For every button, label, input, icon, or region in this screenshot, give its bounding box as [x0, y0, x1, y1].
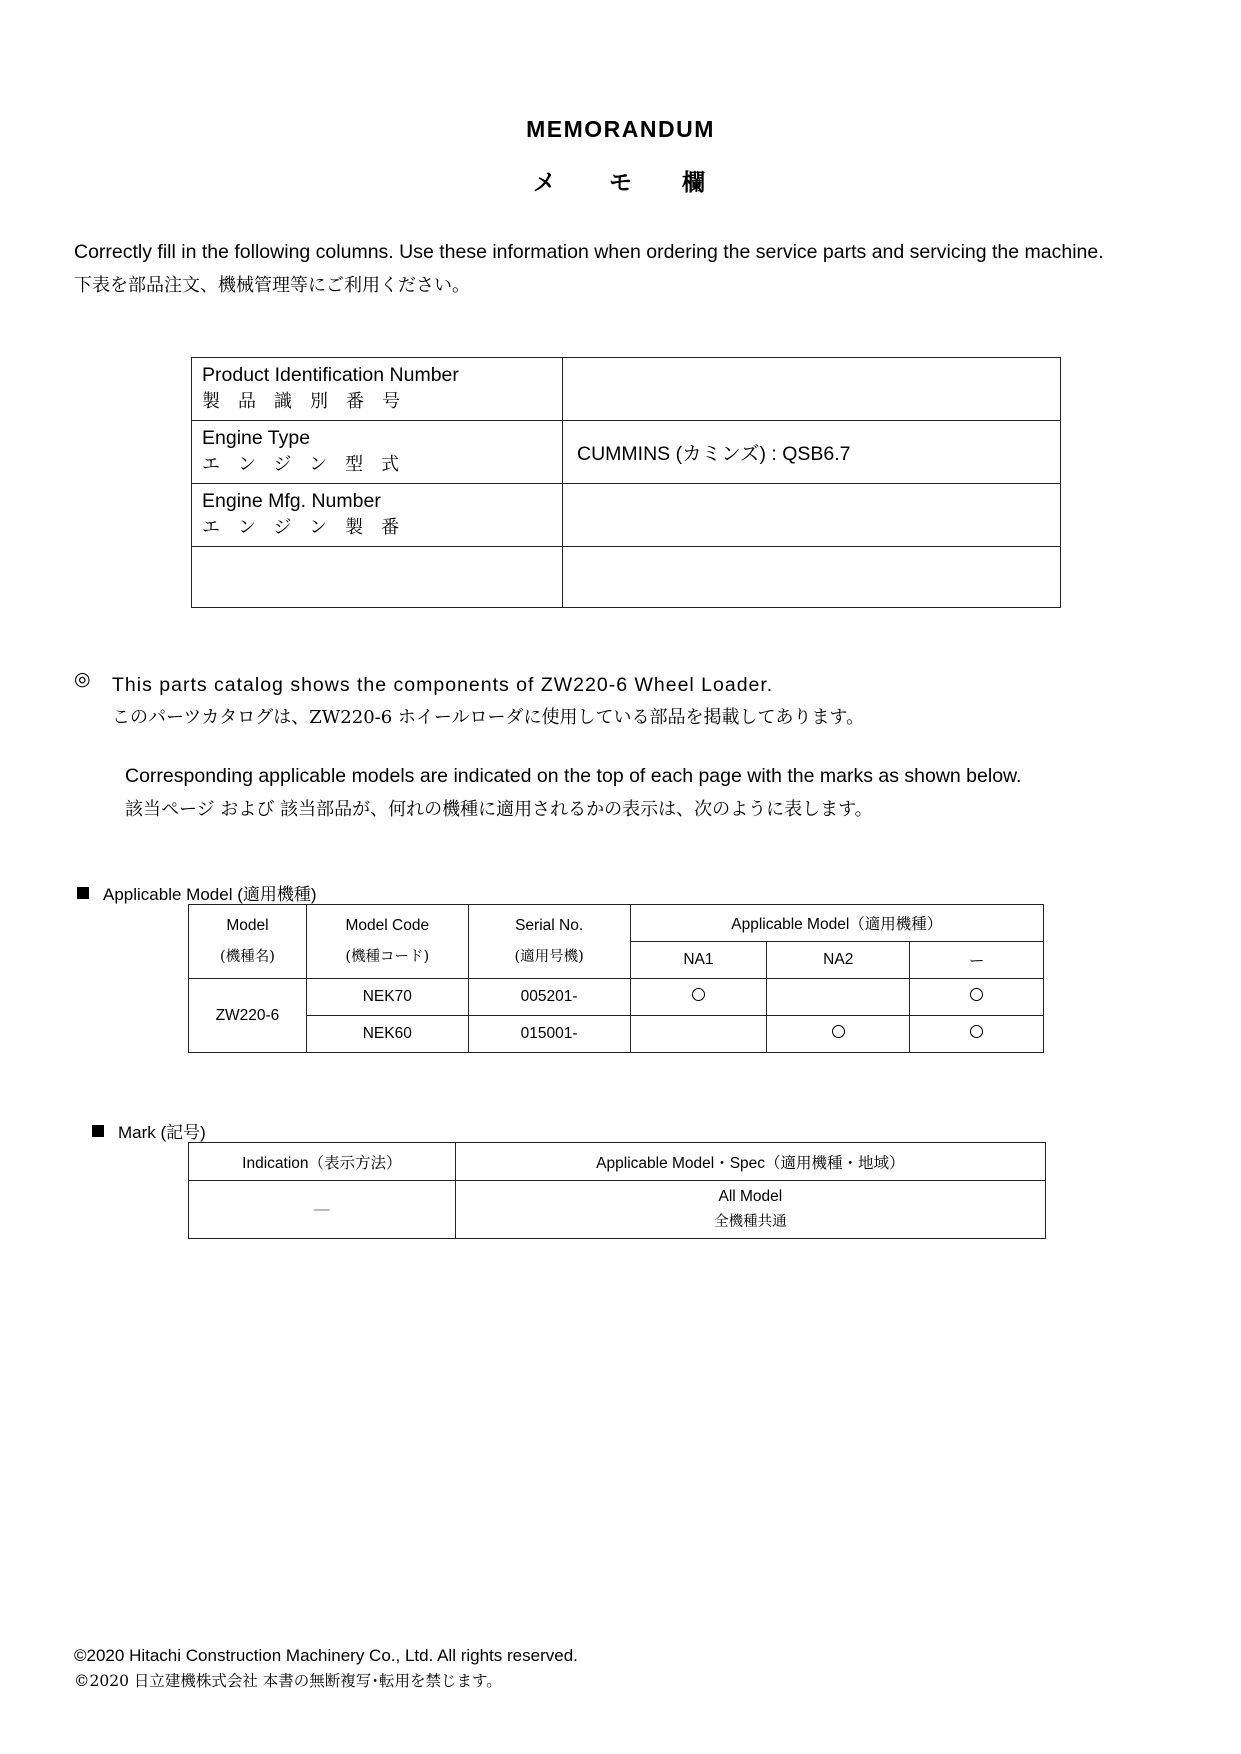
- header-serial: [468, 905, 630, 979]
- mark-table: [188, 1142, 1046, 1239]
- spec-value-en: All Model: [718, 1188, 783, 1205]
- header-applicable-spec: Applicable Model・Spec（適用機種・地域）: [455, 1143, 1045, 1181]
- corresponding-note-en: Corresponding applicable models are indicated on the top of each page with the marks as shown below.: [125, 765, 1022, 787]
- memo-label-ja: エンジン製番: [202, 517, 418, 538]
- catalog-note-en: This parts catalog shows the components of ZW220-6 Wheel Loader.: [112, 674, 774, 696]
- header-model-en: Model: [226, 917, 269, 934]
- copyright-ja: ©2020 日立建機株式会社 本書の無断複写･転用を禁じます。: [74, 1672, 502, 1690]
- circle-mark-icon: [970, 988, 983, 1001]
- header-indication: Indication（表示方法）: [189, 1143, 456, 1181]
- header-model-code-ja: (機種コード): [345, 949, 430, 965]
- page-title-ja-char-3: 欄: [682, 169, 705, 195]
- mark-heading: [92, 1118, 206, 1143]
- header-model: [189, 905, 307, 979]
- memo-label-en: Engine Type: [202, 427, 311, 449]
- intro-text-en: Correctly fill in the following columns. Use these information when ordering the service parts and servicing the machine.: [74, 241, 1104, 263]
- table-row: [189, 1181, 1046, 1239]
- intro-text-ja: 下表を部品注文、機械管理等にご利用ください。: [74, 275, 470, 296]
- memo-value-cell[interactable]: [563, 358, 1061, 421]
- memo-row-product-id: [192, 358, 1061, 421]
- memo-row-blank: [192, 547, 1061, 608]
- indication-value: —: [189, 1181, 456, 1239]
- page-title-ja-char-2: モ: [609, 169, 632, 195]
- dash-cell: [910, 979, 1044, 1016]
- table-row: [189, 979, 1044, 1016]
- catalog-note-ja: このパーツカタログは、ZW220-6 ホイールローダに使用している部品を掲載してあります。: [112, 707, 865, 728]
- mark-heading-text: Mark (記号): [118, 1123, 206, 1142]
- header-model-code: [306, 905, 468, 979]
- circle-mark-icon: [832, 1025, 845, 1038]
- spec-cell: [455, 1181, 1045, 1239]
- header-dash: ー: [910, 942, 1044, 979]
- memo-value-cell[interactable]: [563, 484, 1061, 547]
- circle-mark-icon: [970, 1025, 983, 1038]
- memo-label-en: Engine Mfg. Number: [202, 490, 381, 512]
- header-na2: NA2: [767, 942, 910, 979]
- square-bullet-icon: [77, 887, 89, 899]
- memo-value-cell[interactable]: [563, 547, 1061, 608]
- corresponding-note-ja: 該当ページ および 該当部品が、何れの機種に適用されるかの表示は、次のように表します。: [125, 799, 873, 820]
- header-serial-ja: (適用号機): [514, 949, 584, 965]
- memo-label-en: Product Identification Number: [202, 364, 459, 386]
- dash-cell: [910, 1016, 1044, 1053]
- circle-mark-icon: [692, 988, 705, 1001]
- memo-label-cell: [192, 484, 563, 547]
- page-title-ja-char-1: メ: [533, 169, 556, 195]
- memo-label-cell[interactable]: [192, 547, 563, 608]
- model-code-cell: NEK60: [306, 1016, 468, 1053]
- na2-cell: [767, 979, 910, 1016]
- header-serial-en: Serial No.: [515, 917, 584, 934]
- double-circle-icon: ◎: [74, 669, 91, 690]
- table-row: [189, 1016, 1044, 1053]
- memo-row-engine-mfg: [192, 484, 1061, 547]
- applicable-model-table: [188, 904, 1044, 1053]
- header-applicable-model: Applicable Model（適用機種）: [630, 905, 1043, 942]
- serial-cell: 015001-: [468, 1016, 630, 1053]
- header-model-code-en: Model Code: [345, 917, 430, 934]
- serial-cell: 005201-: [468, 979, 630, 1016]
- applicable-model-heading-text: Applicable Model (適用機種): [103, 885, 317, 904]
- model-code-cell: NEK70: [306, 979, 468, 1016]
- na1-cell: [630, 979, 767, 1016]
- square-bullet-icon: [92, 1125, 104, 1137]
- na1-cell: [630, 1016, 767, 1053]
- copyright-en: ©2020 Hitachi Construction Machinery Co., Ltd. All rights reserved.: [74, 1646, 578, 1665]
- memo-row-engine-type: [192, 421, 1061, 484]
- memo-table: [191, 357, 1061, 608]
- model-name-cell: ZW220-6: [189, 979, 307, 1053]
- header-model-ja: (機種名): [220, 949, 275, 965]
- memo-label-ja: エンジン型式: [202, 454, 418, 475]
- memo-label-cell: [192, 358, 563, 421]
- spec-value-ja: 全機種共通: [714, 1214, 787, 1230]
- memo-value-cell[interactable]: CUMMINS (カミンズ) : QSB6.7: [563, 421, 1061, 484]
- applicable-model-heading: [77, 880, 317, 905]
- memo-label-cell: [192, 421, 563, 484]
- memo-label-ja: 製品識別番号: [202, 391, 418, 412]
- na2-cell: [767, 1016, 910, 1053]
- page-title: MEMORANDUM: [526, 116, 715, 142]
- header-na1: NA1: [630, 942, 767, 979]
